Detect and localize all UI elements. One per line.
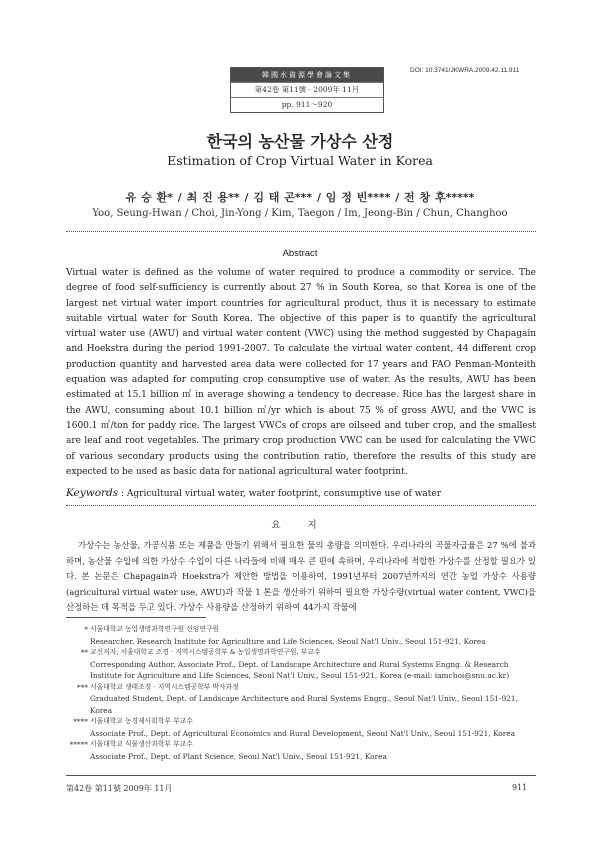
footnotes	[66, 624, 536, 762]
keywords	[66, 487, 536, 499]
footnote-mark: **	[80, 648, 88, 657]
footnote-english: Corresponding Author, Associate Prof., Dept. of Landscape Architecture and Rural Systems Engng. & Research Institute for Agriculture and Life Sciences, Seoul Nat'l Univ., Seoul 151-921, Korea (e-mail: iamchoi@snu.ac.kr)	[90, 659, 510, 680]
footnote-mark: *****	[69, 740, 88, 749]
abstract-heading: Abstract	[282, 248, 318, 259]
footer-journal-issue: 第42卷 第11號 2009年 11月	[66, 784, 173, 793]
title-english: Estimation of Crop Virtual Water in Korea	[167, 153, 433, 168]
summary-text: 가상수는 농산물, 가공식품 또는 제품을 만들기 위해서 필요한 물의 총량을 의미한다. 우리나라의 곡물자급율은 27 %에 불과하며, 농산물 수입에 의한 가상수 수입이 다른 나라들에 비해 매우 큰 편에 속하며, 우리나라에 적합한 가상수를 산정할 필요가 있다. 본 논문은 Chapagain과 Hoekstra가 제안한 방법을 이용하여, 1991년부터 2007년까지의 연간 농업 가상수 사용량(agricultural virtual water use, AWU)과 작물 1 톤을 생산하기 위하여 필요한 가상수량(virtual water content, VWC)을 산정하는 데 목적을 두고 있다. 가상수 사용량을 산정하기 위하여 44가지 작물에	[66, 540, 536, 612]
journal-name: 韓國水資源學會論文集	[231, 68, 383, 82]
footnote-korean: 서울대학교 생태조경 · 지역시스템공학부 박사과정	[90, 682, 239, 691]
footnote-mark: ****	[73, 717, 88, 726]
footnote-korean: 교신저자, 서울대학교 조경 · 지역시스템공학부 & 농업생명과학연구원, 부교수	[90, 648, 321, 656]
journal-volume-issue: 第42卷 第11號 · 2009年 11月	[231, 82, 383, 97]
doi: DOI: 10.3741/JKWRA.2009.42.11.911	[410, 67, 520, 74]
footer-rule	[66, 775, 536, 776]
journal-box	[230, 67, 384, 113]
footnote-korean: 서울대학교 농업생명과학연구원 선임연구원	[90, 625, 220, 633]
footnote-rule	[66, 617, 206, 618]
page-number: 911	[512, 783, 528, 792]
footnote	[66, 716, 536, 739]
journal-pages: pp. 911～920	[231, 97, 383, 112]
keywords-text: Agricultural virtual water, water footprint, consumptive use of water	[126, 489, 442, 499]
footnote-english: Researcher, Research Institute for Agriculture and Life Sciences, Seoul Nat'l Univ., Seoul 151-921, Korea	[90, 636, 486, 646]
footnote-english: Associate Prof., Dept. of Agricultural Economics and Rural Development, Seoul Nat'l Univ., Seoul 151-921, Korea	[90, 728, 516, 738]
footnote-english: Graduated Student, Dept. of Landscape Architecture and Rural Systems Engrg., Seoul Nat'l Univ., Seoul 151-921, Korea	[90, 694, 518, 715]
footnote	[66, 647, 536, 682]
divider	[66, 231, 536, 232]
footnote-english: Associate Prof., Dept. of Plant Science, Seoul Nat'l Univ., Seoul 151-921, Korea	[90, 751, 387, 761]
authors-korean: 유 승 환* / 최 진 용** / 김 태 곤*** / 임 정 빈**** / 전 창 후*****	[125, 191, 475, 204]
footnote	[66, 739, 536, 762]
footnote-korean: 서울대학교 식물생산과학부 부교수	[90, 740, 193, 748]
keywords-label: Keywords	[66, 487, 119, 499]
keywords-colon: :	[118, 489, 127, 499]
footnote-mark: ***	[76, 682, 88, 692]
divider	[66, 505, 536, 506]
footnote	[66, 682, 536, 717]
title-korean: 한국의 농산물 가상수 산정	[206, 132, 394, 151]
footnote-korean: 서울대학교 농경제사회학부 부교수	[90, 717, 193, 725]
footnote	[66, 624, 536, 647]
footnote-mark: *	[84, 625, 88, 634]
summary-heading: 요 지	[271, 520, 329, 531]
authors-english: Yoo, Seung-Hwan / Choi, Jin-Yong / Kim, Taegon / Im, Jeong-Bin / Chun, Changhoo	[92, 208, 508, 219]
abstract-text: Virtual water is defined as the volume of water required to produce a commodity or service. The degree of food self-sufficiency is currently about 27 % in South Korea, so that Korea is one of the largest net virtual water import countries for agricultural product, thus it is necessary to estimate suitable virtual water for South Korea. The objective of this paper is to quantify the agricultural virtual water use (AWU) and virtual water content (VWC) using the method suggested by Chapagain and Hoekstra during the period 1991-2007. To calculate the virtual water content, 44 different crop production quantity and harvested area data were collected for 17 years and FAO Penman-Monteith equation was adapted for computing crop consumptive use of water. As the results, AWU has been estimated at 15.1 billion ㎥ in average showing a tendency to decrease. Rice has the largest share in the AWU, consuming about 10.1 billion ㎥/yr which is about 75 % of gross AWU, and the VWC is 1600.1 ㎥/ton for paddy rice. The largest VWCs of crops are oilseed and tuber crop, and the smallest are leaf and root vegetables. The primary crop production VWC can be used for calculating the VWC of various secondary products using the contribution ratio, therefore the results of this study are expected to be used as basic data for national agricultural water footprint.	[66, 268, 536, 477]
